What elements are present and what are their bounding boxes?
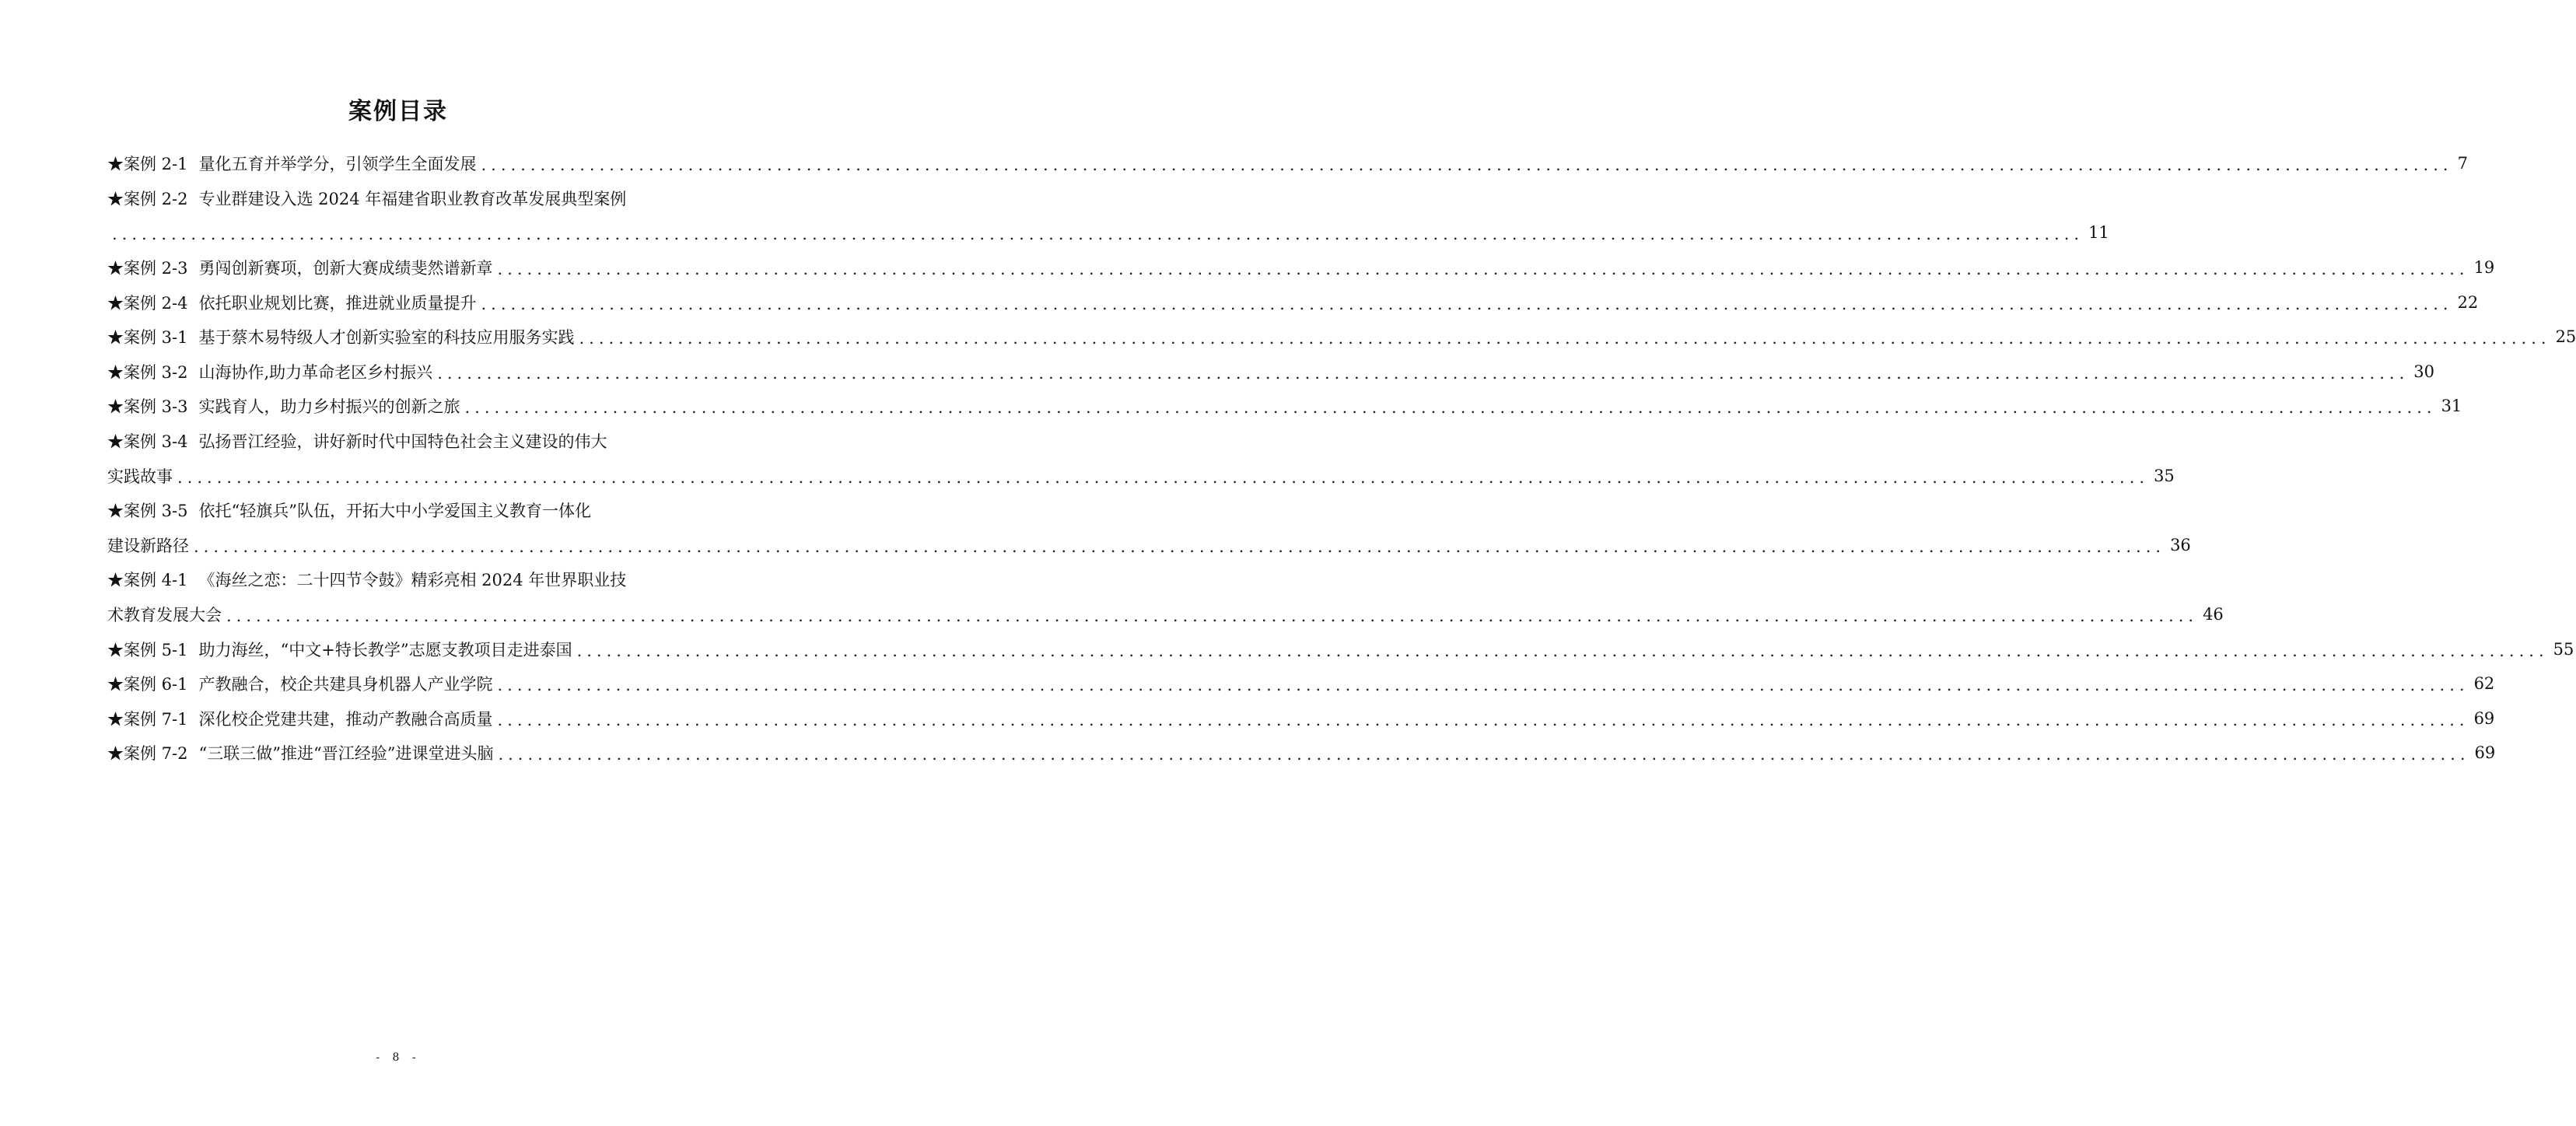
toc-entry[interactable]: ★案例 2-3 勇闯创新赛项，创新大赛成绩斐然谱新章 ........................................................................................................................................................................................................ 19 — [107, 250, 698, 285]
case-number: ★案例 2-3 — [107, 259, 188, 278]
toc-entry[interactable] — [107, 562, 698, 597]
leader-dots: ........................................................................................................................................................................................................ — [497, 710, 2469, 729]
case-title: 专业群建设入选 2024 年福建省职业教育改革发展典型案例 — [198, 189, 627, 208]
toc-entry[interactable] — [107, 181, 698, 216]
leader-dots: ........................................................................................................................................................................................................ — [112, 225, 2084, 244]
toc-entry[interactable]: ★案例 5-1 助力海丝，“中文+特长教学”志愿支教项目走进泰国 ........................................................................................................................................................................................................ 55 — [107, 631, 698, 666]
case-title-continued: 建设新路径 — [107, 536, 189, 555]
case-title-continued: 术教育发展大会 — [107, 606, 222, 625]
toc-entry[interactable]: ★案例 7-1 深化校企党建共建，推动产教融合高质量 ........................................................................................................................................................................................................ 69 — [107, 701, 698, 736]
case-number: ★案例 3-2 — [107, 362, 188, 382]
case-title: 山海协作,助力革命老区乡村振兴 — [198, 362, 433, 382]
case-number: ★案例 3-4 — [107, 432, 188, 452]
page-title: 案例目录 — [348, 98, 448, 125]
page-number: - 8 - — [376, 1051, 421, 1064]
leader-dots: ........................................................................................................................................................................................................ — [226, 607, 2199, 626]
case-title: 依托职业规划比赛，推进就业质量提升 — [198, 293, 477, 313]
toc-entry-continuation[interactable]: 术教育发展大会 ........................................................................................................................................................................................................ 46 — [107, 597, 698, 632]
toc-entry[interactable] — [107, 424, 698, 459]
case-number: ★案例 6-1 — [107, 675, 188, 694]
case-number: ★案例 3-3 — [107, 397, 188, 417]
toc-entry[interactable]: ★案例 3-3 实践育人，助力乡村振兴的创新之旅 ........................................................................................................................................................................................................ 31 — [107, 389, 698, 424]
case-title: “三联三做”推进“晋江经验”进课堂进头脑 — [198, 744, 494, 764]
case-title: 勇闯创新赛项，创新大赛成绩斐然谱新章 — [198, 259, 493, 278]
case-number: ★案例 2-1 — [107, 155, 188, 174]
case-number: ★案例 7-1 — [107, 709, 188, 729]
case-number: ★案例 2-4 — [107, 293, 188, 313]
toc-entry[interactable]: ★案例 2-4 依托职业规划比赛，推进就业质量提升 ........................................................................................................................................................................................................ 22 — [107, 285, 698, 320]
toc-entry[interactable]: ★案例 2-1 量化五育并举学分，引领学生全面发展 ........................................................................................................................................................................................................ 7 — [107, 146, 698, 181]
toc-entry-continuation[interactable]: 建设新路径 ........................................................................................................................................................................................................ 36 — [107, 528, 698, 563]
toc-entry[interactable] — [107, 493, 698, 528]
leader-dots: ........................................................................................................................................................................................................ — [497, 260, 2469, 279]
case-title: 产教融合，校企共建具身机器人产业学院 — [198, 675, 493, 694]
toc-entry[interactable]: ★案例 3-2 山海协作,助力革命老区乡村振兴 ........................................................................................................................................................................................................ 30 — [107, 355, 698, 390]
leader-dots: ........................................................................................................................................................................................................ — [481, 294, 2453, 313]
leader-dots: ........................................................................................................................................................................................................ — [579, 329, 2551, 348]
case-title: 基于蔡木易特级人才创新实验室的科技应用服务实践 — [198, 328, 575, 348]
leader-dots: ........................................................................................................................................................................................................ — [464, 398, 2437, 418]
case-title: 实践育人，助力乡村振兴的创新之旅 — [198, 397, 460, 417]
toc-entry[interactable]: ★案例 3-1 基于蔡木易特级人才创新实验室的科技应用服务实践 ........................................................................................................................................................................................................ 25 — [107, 320, 698, 355]
toc-entry-continuation[interactable]: 实践故事 ........................................................................................................................................................................................................ 35 — [107, 458, 698, 493]
toc-entry-continuation[interactable]: ........................................................................................................................................................................................................ 11 — [112, 223, 2109, 244]
leader-dots: ........................................................................................................................................................................................................ — [497, 676, 2469, 695]
case-title: 弘扬晋江经验，讲好新时代中国特色社会主义建设的伟大 — [198, 432, 607, 452]
case-title-continued: 实践故事 — [107, 467, 173, 486]
toc-entry[interactable]: ★案例 6-1 产教融合，校企共建具身机器人产业学院 ........................................................................................................................................................................................................ 62 — [107, 666, 698, 701]
case-number: ★案例 2-2 — [107, 189, 188, 208]
case-title: 助力海丝，“中文+特长教学”志愿支教项目走进泰国 — [198, 640, 572, 659]
toc-entry[interactable]: ★案例 7-2 “三联三做”推进“晋江经验”进课堂进头脑 ........................................................................................................................................................................................................ 69 — [107, 736, 698, 771]
case-title: 《海丝之恋：二十四节令鼓》精彩亮相 2024 年世界职业技 — [198, 571, 627, 590]
leader-dots: ........................................................................................................................................................................................................ — [481, 156, 2453, 175]
leader-dots: ........................................................................................................................................................................................................ — [498, 745, 2470, 764]
case-title: 深化校企党建共建，推动产教融合高质量 — [198, 709, 493, 729]
table-of-contents — [107, 146, 2576, 771]
case-number: ★案例 3-5 — [107, 502, 188, 521]
leader-dots: ........................................................................................................................................................................................................ — [194, 537, 2166, 556]
case-title: 量化五育并举学分，引领学生全面发展 — [198, 155, 477, 174]
case-number: ★案例 4-1 — [107, 571, 188, 590]
case-number: ★案例 3-1 — [107, 328, 188, 348]
leader-dots: ........................................................................................................................................................................................................ — [576, 641, 2549, 660]
case-number: ★案例 7-2 — [107, 744, 188, 764]
case-title: 依托“轻旗兵”队伍，开拓大中小学爱国主义教育一体化 — [198, 502, 591, 521]
leader-dots: ........................................................................................................................................................................................................ — [437, 363, 2410, 383]
leader-dots: ........................................................................................................................................................................................................ — [177, 467, 2150, 487]
case-number: ★案例 5-1 — [107, 640, 188, 659]
